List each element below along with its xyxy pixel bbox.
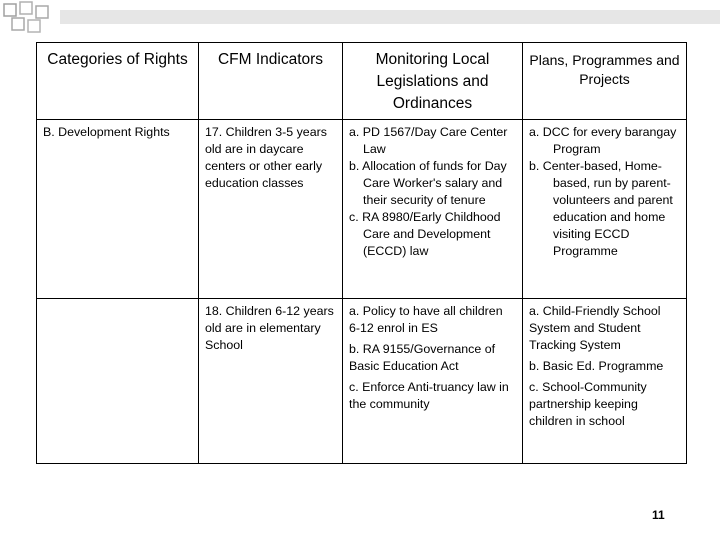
header-categories: Categories of Rights	[37, 43, 199, 120]
plans-cell	[523, 299, 687, 464]
indicator-cell: 17. Children 3-5 years old are in daycare centers or other early education classes	[199, 120, 343, 299]
header-row	[37, 43, 687, 120]
rights-indicators-table	[36, 42, 687, 464]
plan-item: a. Child-Friendly School System and Student Tracking System	[529, 304, 661, 352]
indicator-cell: 18. Children 6-12 years old are in elementary School	[199, 299, 343, 464]
table-row	[37, 299, 687, 464]
legislation-item: a. Policy to have all children 6-12 enrol in ES	[349, 304, 503, 335]
category-cell-empty	[37, 299, 199, 464]
legislation-item: c. RA 8980/Early Childhood Care and Development (ECCD) law	[349, 210, 501, 258]
legislation-item: b. RA 9155/Governance of Basic Education Act	[349, 342, 496, 373]
legislation-item: c. Enforce Anti-truancy law in the community	[349, 380, 509, 411]
plan-item: b. Basic Ed. Programme	[529, 359, 664, 373]
plan-item: a. DCC for every barangay Program	[529, 125, 677, 156]
plan-item: c. School-Community partnership keeping children in school	[529, 380, 647, 428]
legislation-cell	[343, 120, 523, 299]
table-row	[37, 120, 687, 299]
header-indicators: CFM Indicators	[199, 43, 343, 120]
legislation-cell	[343, 299, 523, 464]
header-legislation: Monitoring Local Legislations and Ordinances	[343, 43, 523, 120]
plan-item: b. Center-based, Home-based, run by parent-volunteers and parent education and home visiting ECCD Programme	[529, 159, 673, 258]
page-number: 11	[652, 508, 665, 522]
legislation-item: b. Allocation of funds for Day Care Worker's salary and their security of tenure	[349, 159, 507, 207]
decorative-squares	[0, 0, 720, 40]
header-plans: Plans, Programmes and Projects	[523, 43, 687, 120]
category-cell: B. Development Rights	[37, 120, 199, 299]
plans-cell	[523, 120, 687, 299]
legislation-item: a. PD 1567/Day Care Center Law	[349, 125, 508, 156]
